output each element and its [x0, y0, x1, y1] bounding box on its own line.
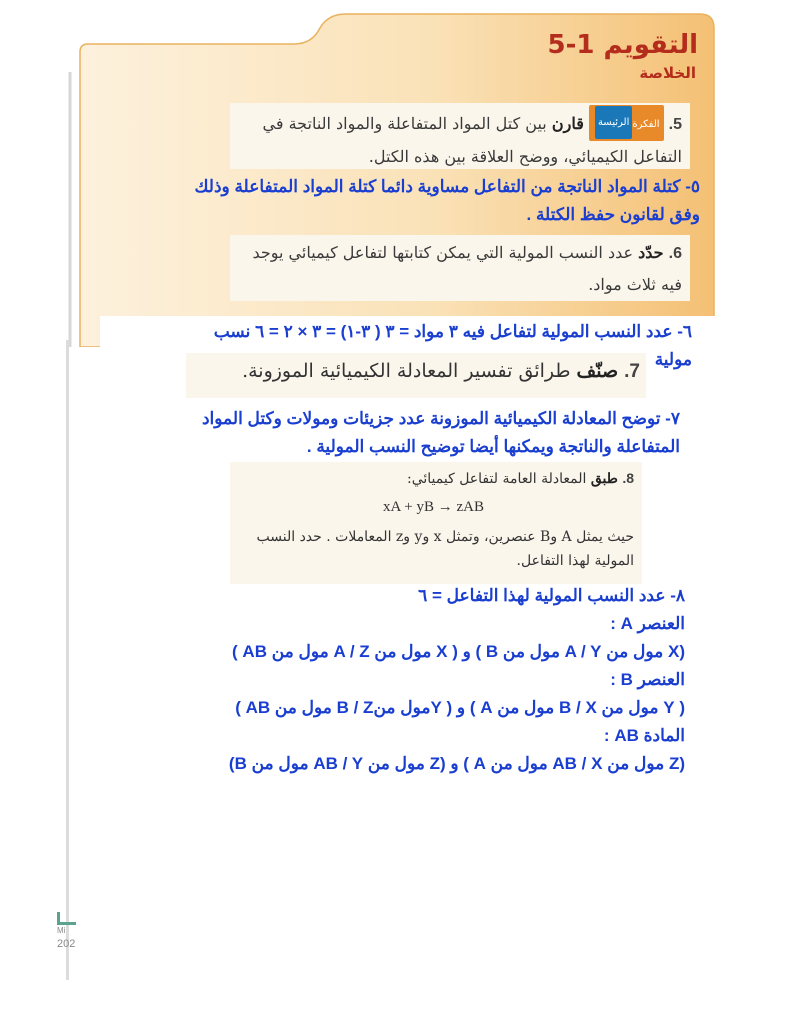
question-verb: طبق [590, 471, 618, 487]
question-number: 8. [622, 470, 634, 486]
question-6 [230, 235, 690, 301]
section-subtitle: الخلاصة [639, 64, 696, 82]
answer-8-compound-ab-label: المادة AB : [603, 726, 685, 745]
answer-6-line-1: ٦- عدد النسب المولية لتفاعل فيه ٣ مواد = ٣ ( ٣-١) = ٣ × ٢ = ٦ نسب [213, 322, 692, 341]
question-number: 6. [668, 245, 682, 262]
badge-label-1: الفكرة [632, 119, 660, 130]
answer-6-line-2: مولية [654, 350, 692, 369]
answer-5-line-1: ٥- كتلة المواد الناتجة من التفاعل مساوية دائما كتلة المواد المتفاعلة وذلك [194, 177, 700, 196]
answer-8-element-a-ratios: (X مول من A / Y مول من B ) و ( X مول من A / Z مول من AB ) [232, 642, 685, 661]
main-idea-badge [589, 105, 664, 141]
answer-7-line-2: المتفاعلة والناتجة ويمكنها أيضا توضيح النسب المولية . [306, 437, 680, 456]
question-verb: صنّف [576, 360, 619, 382]
question-number: 7. [624, 361, 640, 382]
question-7 [186, 353, 646, 398]
footer-year-fragment: 202 [57, 938, 76, 950]
question-number: 5. [668, 116, 682, 133]
answer-8-element-b-ratios: ( Y مول من B / X مول من A ) و ( Yمول منB / Z مول من AB ) [235, 698, 685, 717]
answer-7 [80, 405, 680, 461]
question-verb: حدّد [638, 243, 664, 262]
footer-logo-fragment [57, 912, 76, 925]
answer-5-line-2: وفق لقانون حفظ الكتلة . [526, 205, 700, 224]
answer-8-line-1: ٨- عدد النسب المولية لهذا التفاعل = ٦ [418, 586, 685, 605]
answer-8-element-a-label: العنصر A : [610, 614, 685, 633]
chemical-equation: xA + yB → zAB [383, 499, 484, 515]
question-text: عدد النسب المولية التي يمكن كتابتها لتفاعل كيميائي يوجد فيه ثلاث مواد. [252, 243, 682, 294]
question-intro: المعادلة العامة لتفاعل كيميائي: [407, 471, 587, 487]
answer-8-element-b-label: العنصر B : [610, 670, 685, 689]
answer-5 [100, 173, 700, 229]
question-5 [230, 103, 690, 169]
answer-8 [65, 582, 685, 778]
footer-brand-fragment: Mi [57, 926, 66, 935]
question-text: طرائق تفسير المعادلة الكيميائية الموزونة. [242, 360, 571, 382]
badge-label-2: الرئيسة [595, 106, 632, 139]
question-8 [230, 462, 642, 584]
answer-7-line-1: ٧- توضح المعادلة الكيميائية الموزونة عدد جزيئات ومولات وكتل المواد [201, 409, 680, 428]
question-verb: قارن [551, 114, 584, 133]
answer-8-compound-ab-ratios: (Z مول من AB / X مول من A ) و (Z مول من AB / Y مول من B) [228, 754, 685, 773]
section-title: التقويم 1-5 [547, 30, 698, 60]
question-text: بين كتل المواد المتفاعلة والمواد الناتجة في التفاعل الكيميائي، ووضح العلاقة بين هذه الكتل. [262, 114, 682, 166]
question-text: حيث يمثل A وB عنصرين، وتمثل x وy وz المعاملات . حدد النسب المولية لهذا التفاعل. [256, 529, 634, 569]
